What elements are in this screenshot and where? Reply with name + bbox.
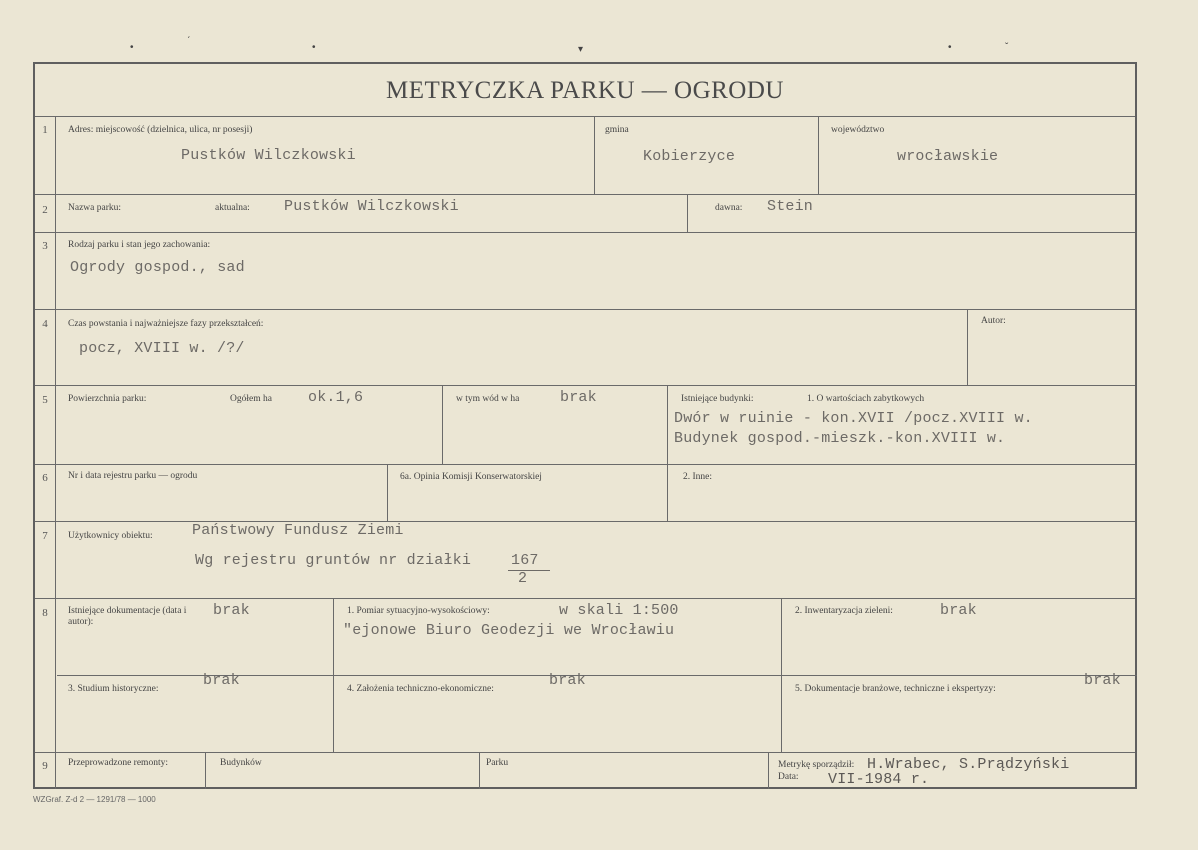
date-label: Data: xyxy=(778,772,799,782)
row-number: 4 xyxy=(42,318,48,330)
paper-speck: ▾ xyxy=(578,44,584,55)
column-divider xyxy=(687,194,688,232)
print-footer: WZGraf. Z-d 2 — 1291/78 — 1000 xyxy=(33,795,156,804)
plot-text: Wg rejestru gruntów nr działki xyxy=(195,552,472,569)
water-area-label: w tym wód w ha xyxy=(456,394,520,404)
branch-docs-value: brak xyxy=(1084,672,1121,689)
repairs-buildings-label: Budynków xyxy=(220,758,262,768)
building-entry: Budynek gospod.-mieszk.-kon.XVIII w. xyxy=(674,430,1006,447)
row-number: 7 xyxy=(42,530,48,542)
current-name-label: aktualna: xyxy=(215,203,250,213)
gmina-label: gmina xyxy=(605,125,629,135)
plot-denominator: 2 xyxy=(518,570,528,587)
current-name-value: Pustków Wilczkowski xyxy=(284,198,459,215)
repairs-park-label: Parku xyxy=(486,758,509,768)
column-divider xyxy=(967,309,968,385)
row-divider xyxy=(35,194,1135,195)
total-area-value: ok.1,6 xyxy=(308,389,364,406)
column-divider xyxy=(667,385,668,464)
row-divider xyxy=(35,752,1135,753)
column-divider xyxy=(333,598,334,752)
paper-speck: • xyxy=(948,42,952,53)
column-divider xyxy=(387,464,388,521)
column-divider xyxy=(781,598,782,752)
row-divider xyxy=(35,464,1135,465)
row-number: 9 xyxy=(42,760,48,772)
repairs-label: Przeprowadzone remonty: xyxy=(68,758,168,768)
row-divider xyxy=(35,116,1135,117)
tech-econ-value: brak xyxy=(549,672,586,689)
row-number: 6 xyxy=(42,472,48,484)
column-divider xyxy=(667,464,668,521)
green-inventory-value: brak xyxy=(940,602,977,619)
register-label: Nr i data rejestru parku — ogrodu xyxy=(68,471,198,481)
column-divider xyxy=(205,752,206,789)
creation-time-value: pocz, XVIII w. /?/ xyxy=(79,340,245,357)
existing-docs-value: brak xyxy=(213,602,250,619)
card-title: METRYCZKA PARKU — OGRODU xyxy=(386,77,784,104)
green-inventory-label: 2. Inwentaryzacja zieleni: xyxy=(795,606,893,616)
row-number: 8 xyxy=(42,607,48,619)
column-divider xyxy=(442,385,443,464)
park-type-label: Rodzaj parku i stan jego zachowania: xyxy=(68,240,211,250)
voivodeship-value: wrocławskie xyxy=(897,148,999,165)
row-divider xyxy=(35,598,1135,599)
tech-econ-label: 4. Założenia techniczno-ekonomiczne: xyxy=(347,684,494,694)
address-value: Pustków Wilczkowski xyxy=(181,147,356,164)
paper-speck: ˊ xyxy=(187,36,191,47)
prepared-by-value: H.Wrabec, S.Prądzyński xyxy=(867,756,1070,773)
row-number: 5 xyxy=(42,394,48,406)
users-label: Użytkownicy obiektu: xyxy=(68,531,153,541)
fraction-bar xyxy=(508,570,550,571)
prepared-by-label: Metrykę sporządził: xyxy=(778,760,855,770)
row-number: 2 xyxy=(42,204,48,216)
park-record-card xyxy=(33,62,1137,789)
existing-docs-label: Istniejące dokumentacje (data i autor): xyxy=(68,606,187,627)
area-label: Powierzchnia parku: xyxy=(68,394,147,404)
former-name-value: Stein xyxy=(767,198,814,215)
historical-study-label: 3. Studium historyczne: xyxy=(68,684,159,694)
building-entry: Dwór w ruinie - kon.XVII /pocz.XVIII w. xyxy=(674,410,1033,427)
park-name-label: Nazwa parku: xyxy=(68,203,122,213)
voivodeship-label: województwo xyxy=(831,125,885,135)
total-area-label: Ogółem ha xyxy=(230,394,272,404)
row-number: 1 xyxy=(42,124,48,136)
gmina-value: Kobierzyce xyxy=(643,148,736,165)
survey-scale: w skali 1:500 xyxy=(559,602,679,619)
other-buildings-label: 2. Inne: xyxy=(683,472,713,482)
row-divider xyxy=(35,385,1135,386)
row-divider xyxy=(35,309,1135,310)
users-value: Państwowy Fundusz Ziemi xyxy=(192,522,404,539)
column-divider xyxy=(768,752,769,789)
column-divider xyxy=(594,116,595,194)
survey-author: "ejonowe Biuro Geodezji we Wrocławiu xyxy=(343,622,675,639)
paper-speck: • xyxy=(312,42,316,53)
paper-speck: • xyxy=(130,42,134,53)
buildings-label: Istniejące budynki: xyxy=(681,394,754,404)
survey-label: 1. Pomiar sytuacyjno-wysokościowy: xyxy=(347,606,490,616)
branch-docs-label: 5. Dokumentacje branżowe, techniczne i ekspertyzy: xyxy=(795,684,996,694)
plot-numerator: 167 xyxy=(511,552,539,569)
monument-buildings-label: 1. O wartościach zabytkowych xyxy=(807,394,925,404)
column-divider xyxy=(479,752,480,789)
water-area-value: brak xyxy=(560,389,597,406)
date-value: VII-1984 r. xyxy=(828,771,930,788)
column-divider xyxy=(818,116,819,194)
address-label: Adres: miejscowość (dzielnica, ulica, nr posesji) xyxy=(68,125,253,135)
historical-study-value: brak xyxy=(203,672,240,689)
row-divider xyxy=(35,232,1135,233)
row-number: 3 xyxy=(42,240,48,252)
commission-opinion-label: 6a. Opinia Komisji Konserwatorskiej xyxy=(400,472,542,482)
number-column-divider xyxy=(55,116,56,789)
paper-speck: ˇ xyxy=(1005,42,1009,53)
park-type-value: Ogrody gospod., sad xyxy=(70,259,245,276)
former-name-label: dawna: xyxy=(715,203,743,213)
author-label: Autor: xyxy=(981,316,1006,326)
creation-time-label: Czas powstania i najważniejsze fazy przekształceń: xyxy=(68,319,264,329)
